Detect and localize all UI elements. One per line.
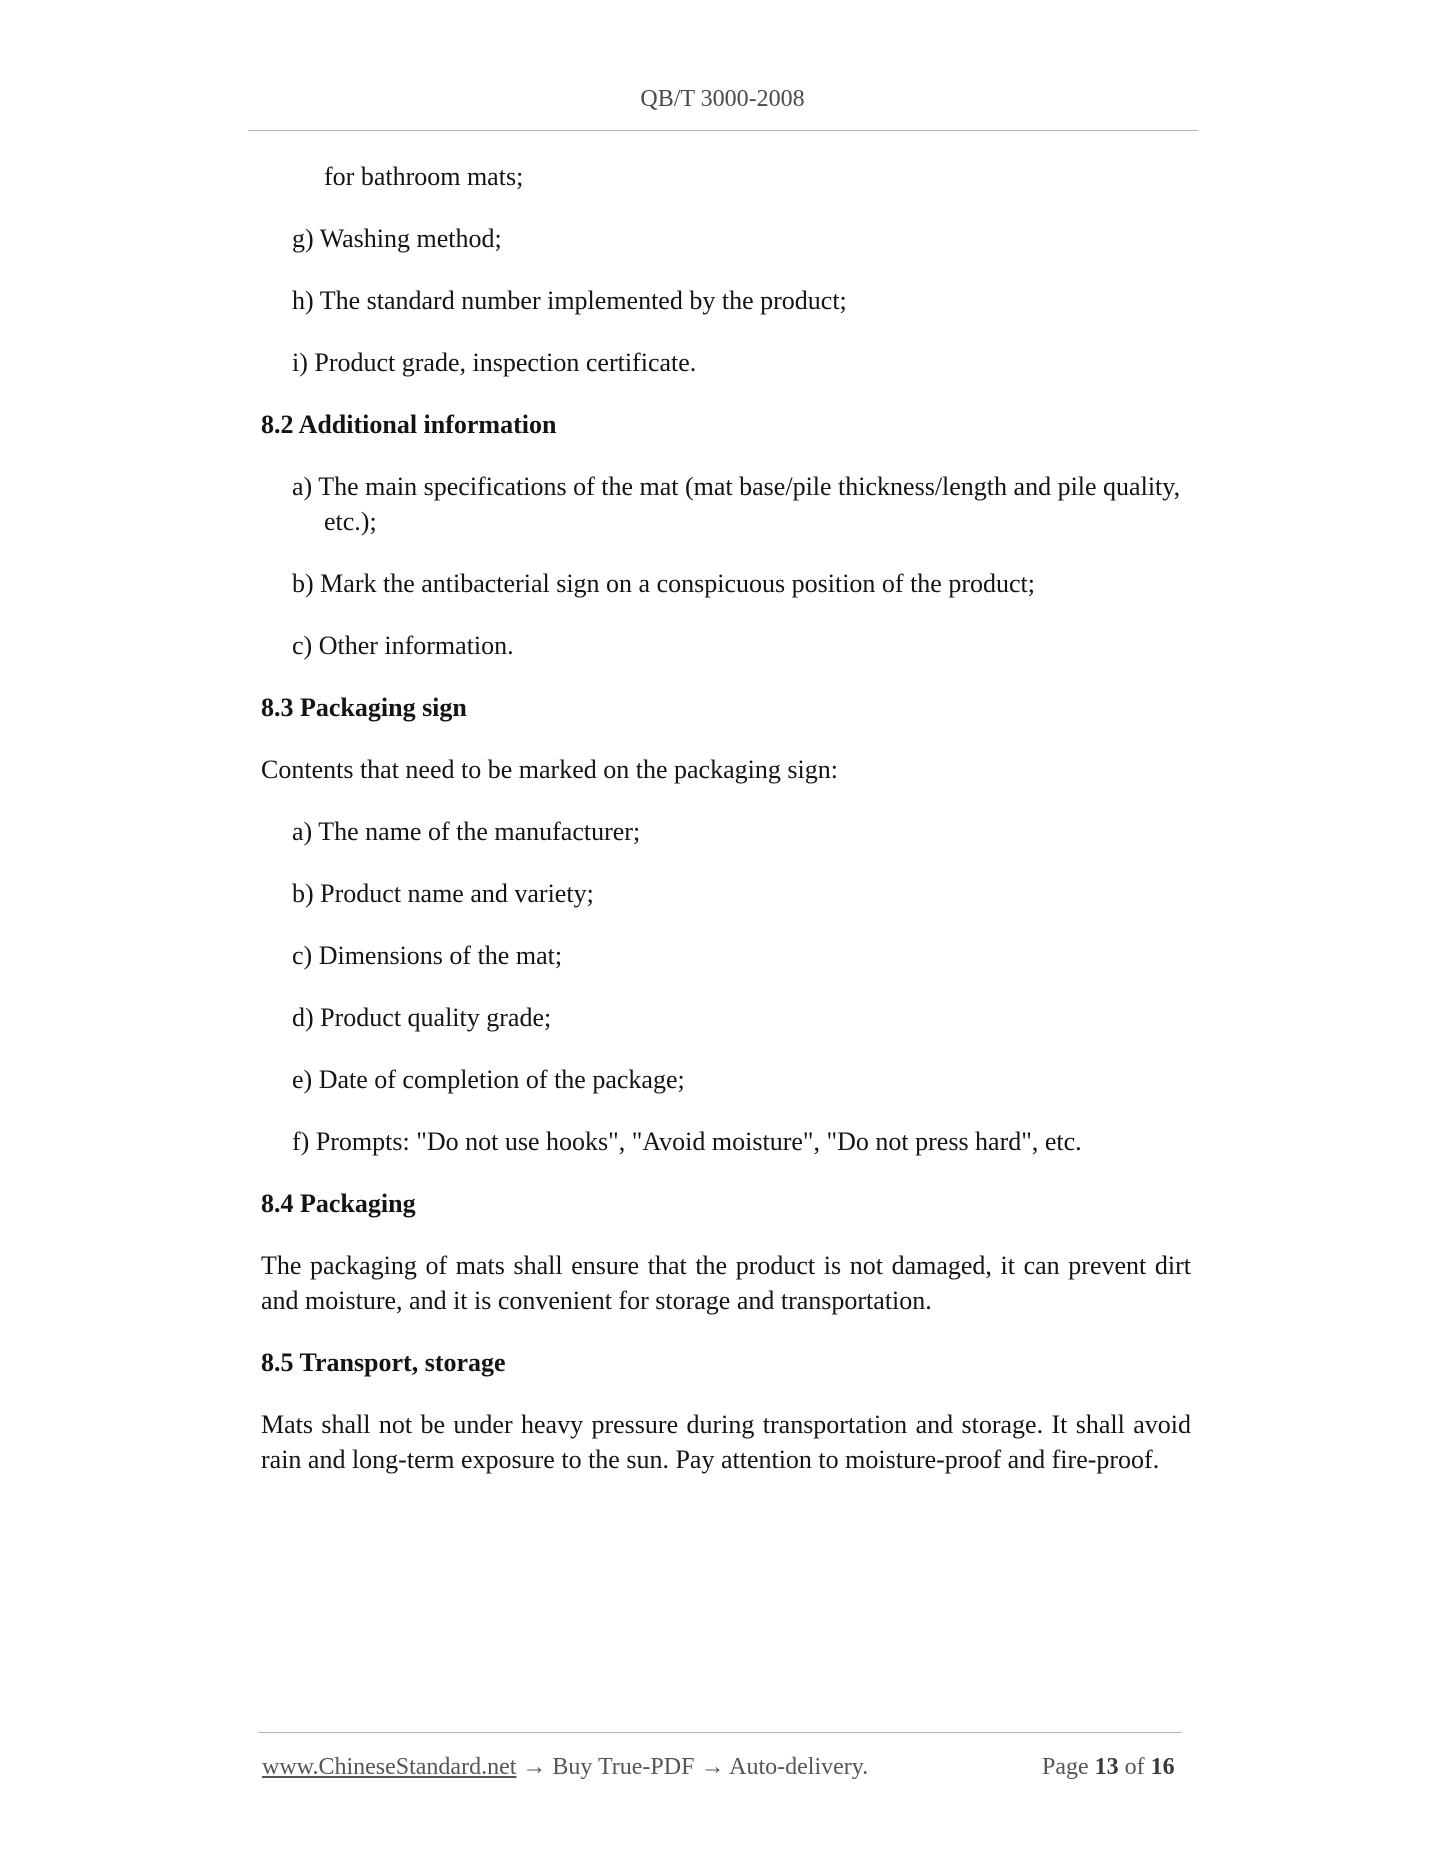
footer-promo [262, 1752, 868, 1782]
list-item-8-2-b: b) Mark the antibacterial sign on a conspicuous position of the product; [292, 569, 1035, 598]
section-heading-8-5: 8.5 Transport, storage [261, 1348, 506, 1377]
section-heading-8-3: 8.3 Packaging sign [261, 693, 467, 722]
buy-true-pdf-text: Buy True-PDF [552, 1754, 695, 1780]
auto-delivery-text: Auto-delivery. [729, 1754, 869, 1780]
list-item-8-3-c: c) Dimensions of the mat; [292, 941, 563, 970]
arrow-right-icon: → [522, 1754, 547, 1780]
list-item-8-3-d: d) Product quality grade; [292, 1003, 552, 1032]
list-item-h: h) The standard number implemented by the product; [292, 286, 847, 315]
list-item-8-2-a: a) The main specifications of the mat (mat base/pile thickness/length and pile quality, etc.); [292, 472, 1181, 536]
footer-divider [258, 1732, 1182, 1733]
total-pages-number: 16 [1150, 1754, 1175, 1780]
list-item-g: g) Washing method; [292, 224, 502, 253]
arrow-right-icon: → [700, 1754, 725, 1780]
document-code-header: QB/T 3000-2008 [640, 86, 805, 112]
header-divider [248, 130, 1198, 131]
current-page-number: 13 [1094, 1754, 1119, 1780]
section-heading-8-4: 8.4 Packaging [261, 1189, 416, 1218]
list-item-continuation: for bathroom mats; [324, 162, 524, 191]
list-item-8-3-b: b) Product name and variety; [292, 879, 594, 908]
list-item-8-3-a: a) The name of the manufacturer; [292, 817, 641, 846]
section-8-4-body: The packaging of mats shall ensure that the product is not damaged, it can prevent dirt and moisture, and it is convenient for storage and transportation. [261, 1251, 1191, 1315]
section-8-5-body: Mats shall not be under heavy pressure during transportation and storage. It shall avoid rain and long-term exposure to the sun. Pay attention to moisture-proof and fire-proof. [261, 1410, 1191, 1474]
page-indicator [1042, 1752, 1175, 1782]
site-link[interactable]: www.ChineseStandard.net [262, 1754, 517, 1780]
list-item-8-3-e: e) Date of completion of the package; [292, 1065, 685, 1094]
section-8-3-intro: Contents that need to be marked on the packaging sign: [261, 755, 838, 784]
section-heading-8-2: 8.2 Additional information [261, 410, 557, 439]
list-item-8-3-f: f) Prompts: "Do not use hooks", "Avoid moisture", "Do not press hard", etc. [292, 1127, 1082, 1156]
list-item-i: i) Product grade, inspection certificate. [292, 348, 697, 377]
of-word: of [1124, 1754, 1145, 1780]
list-item-8-2-c: c) Other information. [292, 631, 514, 660]
page-word: Page [1042, 1754, 1089, 1780]
